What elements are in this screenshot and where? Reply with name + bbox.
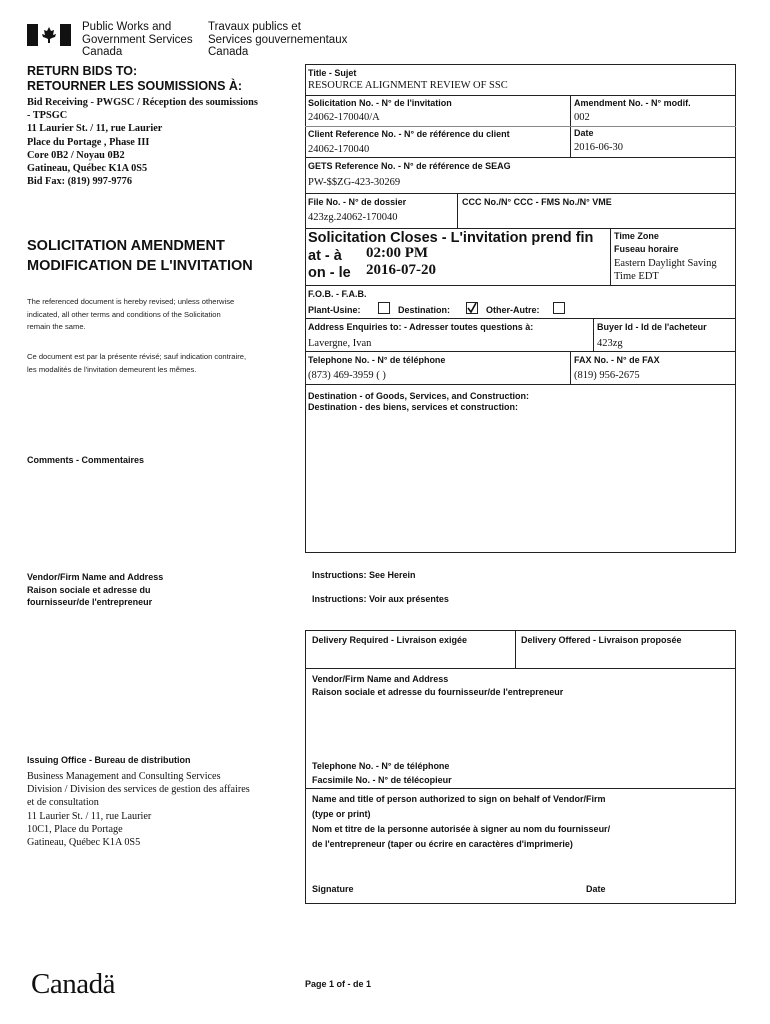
- date-value: 2016-06-30: [574, 142, 623, 153]
- return-bids-title-en: RETURN BIDS TO:: [27, 64, 138, 78]
- signature-field[interactable]: Signature: [312, 884, 354, 894]
- delivery-offered-label: Delivery Offered - Livraison proposée: [521, 635, 682, 645]
- page-number: Page 1 of - de 1: [305, 979, 372, 989]
- canada-flag-icon: [27, 24, 71, 46]
- gets-ref-value: PW-$$ZG-423-30269: [308, 177, 401, 188]
- other-label: Other-Autre:: [486, 305, 540, 315]
- close-time-value: 02:00 PM: [366, 245, 429, 261]
- client-ref-label: Client Reference No. - N° de référence du client: [308, 129, 510, 139]
- time-zone-value: Eastern Daylight Saving Time EDT: [614, 258, 717, 282]
- destination-label: Destination:: [398, 305, 451, 315]
- buyer-id-label: Buyer Id - Id de l'acheteur: [597, 322, 707, 332]
- vendor-phone-fax-field[interactable]: Telephone No. - N° de téléphone Facsimile No. - N° de télécopieur: [312, 761, 452, 785]
- authorized-signer-field[interactable]: Name and title of person authorized to sign on behalf of Vendor/Firm (type or print) Nom et titre de la personne autorisée à signer au nom du fournisseur/ de l'entrepreneur (taper ou écrire en caractères d'imprimerie): [312, 794, 611, 849]
- amendment-title: SOLICITATION AMENDMENT MODIFICATION DE L'INVITATION: [27, 238, 253, 274]
- issuing-office-address: Business Management and Consulting Services Division / Division des services de gestion des affaires et de consultation 11 Laurier St. / 11, rue Laurier 10C1, Place du Portage Gatineau, Québec K1A 0S5: [27, 771, 250, 849]
- fob-label: F.O.B. - F.A.B.: [308, 289, 367, 299]
- delivery-required-label: Delivery Required - Livraison exigée: [312, 635, 468, 645]
- title-label: Title - Sujet: [308, 68, 357, 78]
- vendor-firm-label-left: Vendor/Firm Name and Address Raison sociale et adresse du fournisseur/de l'entrepreneur: [27, 572, 164, 607]
- department-name-en: Public Works and Government Services Canada: [82, 21, 193, 58]
- amendment-no-value: 002: [574, 112, 590, 123]
- return-bids-title-fr: RETOURNER LES SOUMISSIONS À:: [27, 79, 243, 93]
- issuing-office-label: Issuing Office - Bureau de distribution: [27, 755, 191, 765]
- fax-value: (819) 956-2675: [574, 370, 640, 381]
- plant-label: Plant-Usine:: [308, 305, 361, 315]
- enquiries-label: Address Enquiries to: - Adresser toutes questions à:: [308, 322, 534, 332]
- signature-date-field[interactable]: Date: [586, 884, 606, 894]
- fax-label: FAX No. - N° de FAX: [574, 355, 660, 365]
- instructions-fr: Instructions: Voir aux présentes: [312, 594, 449, 604]
- closes-label: Solicitation Closes - L'invitation prend fin: [308, 230, 594, 246]
- return-bids-address: Bid Receiving - PWGSC / Réception des soumissions - TPSGC 11 Laurier St. / 11, rue Laurier Place du Portage , Phase III Core 0B2 / Noyau 0B2 Gatineau, Québec K1A 0S5 Bid Fax: (819) 997-9776: [27, 97, 258, 188]
- amendment-text-en: The referenced document is hereby revised; unless otherwise indicated, all other terms and conditions of the Solicitation remain the same.: [27, 297, 235, 331]
- telephone-value: (873) 469-3959 ( ): [308, 370, 386, 381]
- on-label: on - le: [308, 265, 351, 281]
- amendment-text-fr: Ce document est par la présente révisé; sauf indication contraire, les modalités de l'invitation demeurent les mêmes.: [27, 352, 247, 374]
- close-date-value: 2016-07-20: [366, 262, 436, 278]
- title-value: RESOURCE ALIGNMENT REVIEW OF SSC: [308, 80, 508, 91]
- other-checkbox[interactable]: [553, 302, 565, 314]
- buyer-id-value: 423zg: [597, 338, 623, 349]
- checkmark-icon: [466, 302, 478, 314]
- instructions-en: Instructions: See Herein: [312, 570, 416, 580]
- time-zone-label: Time Zone Fuseau horaire: [614, 231, 679, 254]
- vendor-name-field[interactable]: Vendor/Firm Name and Address Raison sociale et adresse du fournisseur/de l'entrepreneur: [312, 674, 564, 697]
- solicitation-no-value: 24062-170040/A: [308, 112, 380, 123]
- canada-wordmark: Canadä: [31, 968, 115, 1000]
- telephone-label: Telephone No. - N° de téléphone: [308, 355, 446, 365]
- destination-goods-label: Destination - of Goods, Services, and Construction: Destination - des biens, services et construction:: [308, 391, 530, 412]
- comments-label: Comments - Commentaires: [27, 455, 145, 465]
- gets-ref-label: GETS Reference No. - N° de référence de SEAG: [308, 161, 511, 171]
- department-name-fr: Travaux publics et Services gouvernementaux Canada: [208, 21, 348, 58]
- ccc-no-label: CCC No./N° CCC - FMS No./N° VME: [462, 197, 612, 207]
- amendment-no-label: Amendment No. - N° modif.: [574, 98, 691, 108]
- client-ref-value: 24062-170040: [308, 144, 370, 155]
- plant-checkbox[interactable]: [378, 302, 390, 314]
- file-no-value: 423zg.24062-170040: [308, 212, 398, 223]
- solicitation-no-label: Solicitation No. - N° de l'invitation: [308, 98, 452, 108]
- date-label: Date: [574, 128, 594, 138]
- at-label: at - à: [308, 248, 342, 264]
- file-no-label: File No. - N° de dossier: [308, 197, 407, 207]
- destination-checkbox[interactable]: [466, 302, 478, 314]
- enquiries-value: Lavergne, Ivan: [308, 338, 372, 349]
